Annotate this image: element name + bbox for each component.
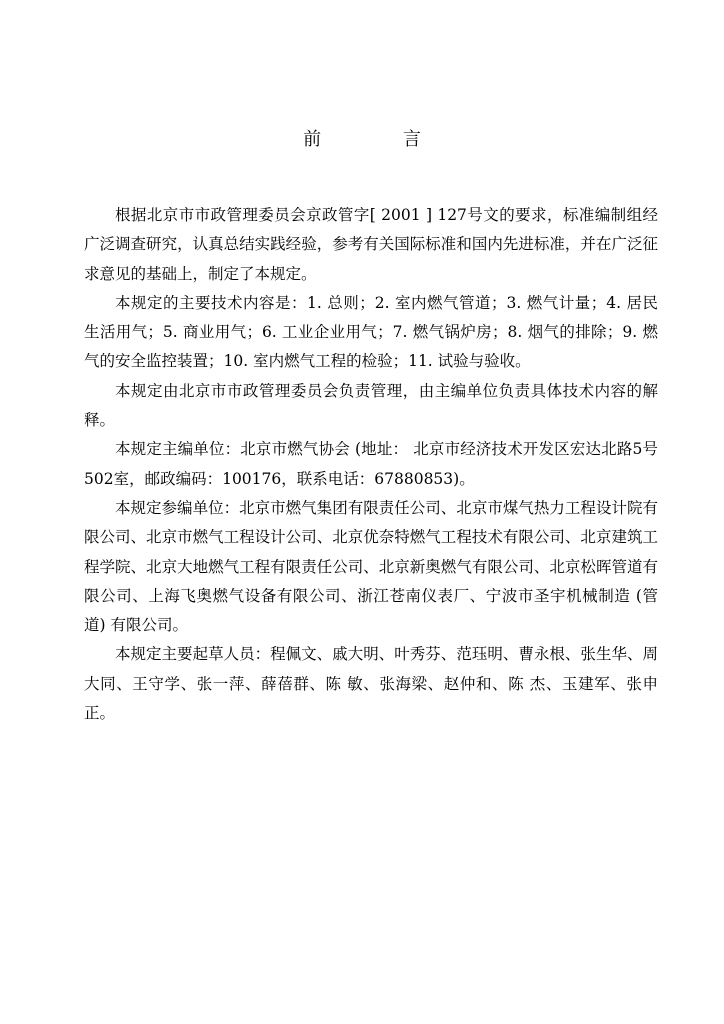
page-title: 前 言: [303, 129, 459, 150]
paragraph-management: 本规定由北京市市政管理委员会负责管理，由主编单位负责具体技术内容的解释。: [84, 381, 658, 430]
paragraph-main-contents: 本规定的主要技术内容是：1. 总则；2. 室内燃气管道；3. 燃气计量；4. 居民生活用气；5. 商业用气；6. 工业企业用气；7. 燃气锅炉房；8. 烟气的排除；9. 燃气的安全监控装置；10. 室内燃气工程的检验；11. 试验与验收。: [84, 293, 658, 371]
paragraph-chief-editor-unit: 本规定主编单位：北京市燃气协会 (地址： 北京市经济技术开发区宏达北路5号502室，邮政编码：100176，联系电话：67880853)。: [84, 440, 658, 488]
preface-body: [84, 201, 658, 728]
paragraph-drafters: 本规定主要起草人员：程佩文、戚大明、叶秀芬、范珏明、曹永根、张生华、周大同、王守学、张一萍、薛蓓群、陈 敏、张海梁、赵仲和、陈 杰、玉建军、张申正。: [84, 645, 658, 723]
paragraph-participating-units: 本规定参编单位：北京市燃气集团有限责任公司、北京市煤气热力工程设计院有限公司、北京市燃气工程设计公司、北京优奈特燃气工程技术有限公司、北京建筑工程学院、北京大地燃气工程有限责任公司、北京新奥燃气有限公司、北京松晖管道有限公司、上海飞奥燃气设备有限公司、浙江苍南仪表厂、宁波市圣宇机械制造 (管道) 有限公司。: [84, 498, 658, 635]
paragraph-background: 根据北京市市政管理委员会京政管字[ 2001 ] 127号文的要求，标准编制组经广泛调查研究，认真总结实践经验，参考有关国际标准和国内先进标准，并在广泛征求意见的基础上，制定了本规定。: [84, 206, 658, 283]
